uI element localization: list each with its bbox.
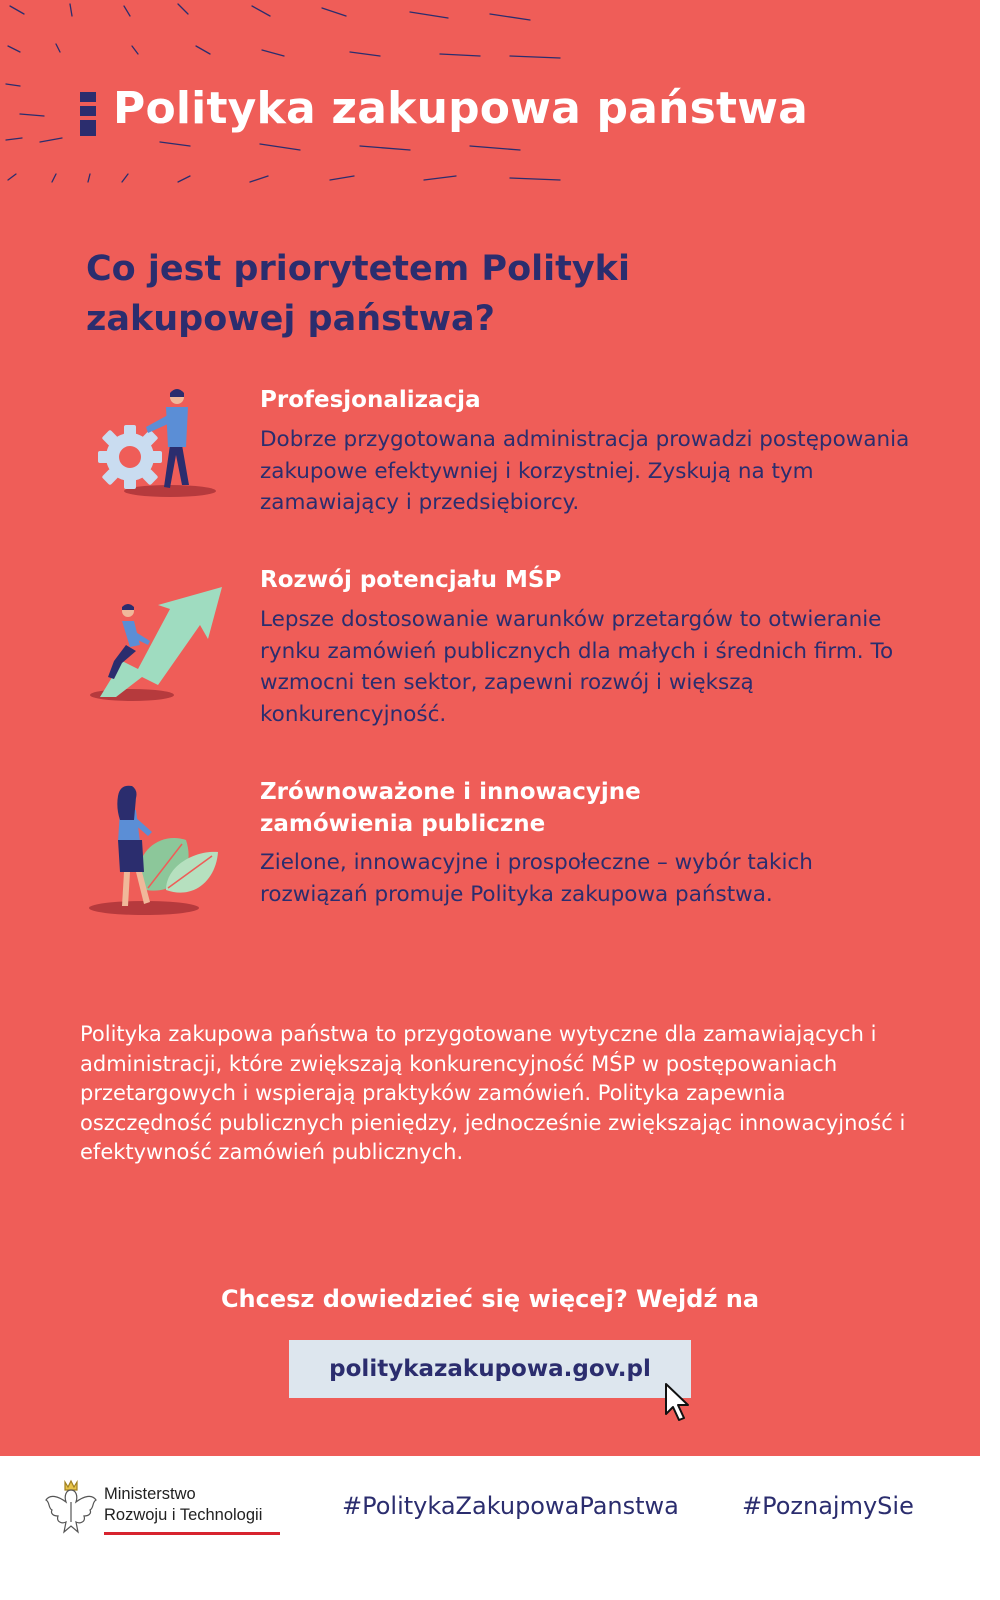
website-link-button[interactable]: politykazakupowa.gov.pl [289,1340,691,1398]
item-text-profesjonalizacja: Dobrze przygotowana administracja prowadzi postępowania zakupowe efektywniej i korzystniej. Zyskują na tym zamawiający i przedsiębiorcy. [260,427,910,515]
gear-worker-illustration [90,385,220,500]
item-text-zrownowazone: Zielone, innowacyjne i prospołeczne – wybór takich rozwiązań promuje Polityka zakupowa państwa. [260,850,813,907]
ministry-underline [104,1532,280,1535]
item-title-profesjonalizacja: Profesjonalizacja [260,387,481,413]
section-question: Co jest priorytetem Polityki zakupowej państwa? [86,249,630,339]
woman-leaf-illustration [86,780,221,920]
eagle-emblem-icon [44,1478,98,1536]
hashtag-polityka: #PolitykaZakupowaPanstwa [342,1492,679,1520]
ministry-name-line1: Ministerstwo [104,1485,196,1503]
footer [0,1456,980,1560]
page-title: Polityka zakupowa państwa [113,83,808,134]
item-text-rozwoj-msp: Lepsze dostosowanie warunków przetargów to otwieranie rynku zamówień publicznych dla małych i średnich firm. To wzmocni ten sektor, zapewni rozwój i większą konkurencyjność. [260,607,894,727]
hashtag-poznajmysie: #PoznajmySie [742,1492,914,1520]
ministry-name-line2: Rozwoju i Technologii [104,1506,263,1524]
item-title-zrownowazone: Zrównoważone i innowacyjne zamówienia publiczne [260,779,641,837]
title-accent-mark [80,92,96,136]
summary-paragraph: Polityka zakupowa państwa to przygotowane wytyczne dla zamawiających i administracji, które zwiększają konkurencyjność MŚP w postępowaniach przetargowych i wspierają praktyków zamówień. Polityka zapewnia oszczędność publicznych pieniędzy, jednocześnie zwiększając innowacyjność i efektywność zamówień publicznych. [80,1022,906,1164]
ministry-name [104,1484,262,1526]
cta-text: Chcesz dowiedzieć się więcej? Wejdź na [220,1285,760,1313]
cursor-icon [663,1382,693,1422]
growth-arrow-illustration [86,585,226,705]
item-title-rozwoj-msp: Rozwój potencjału MŚP [260,567,562,593]
